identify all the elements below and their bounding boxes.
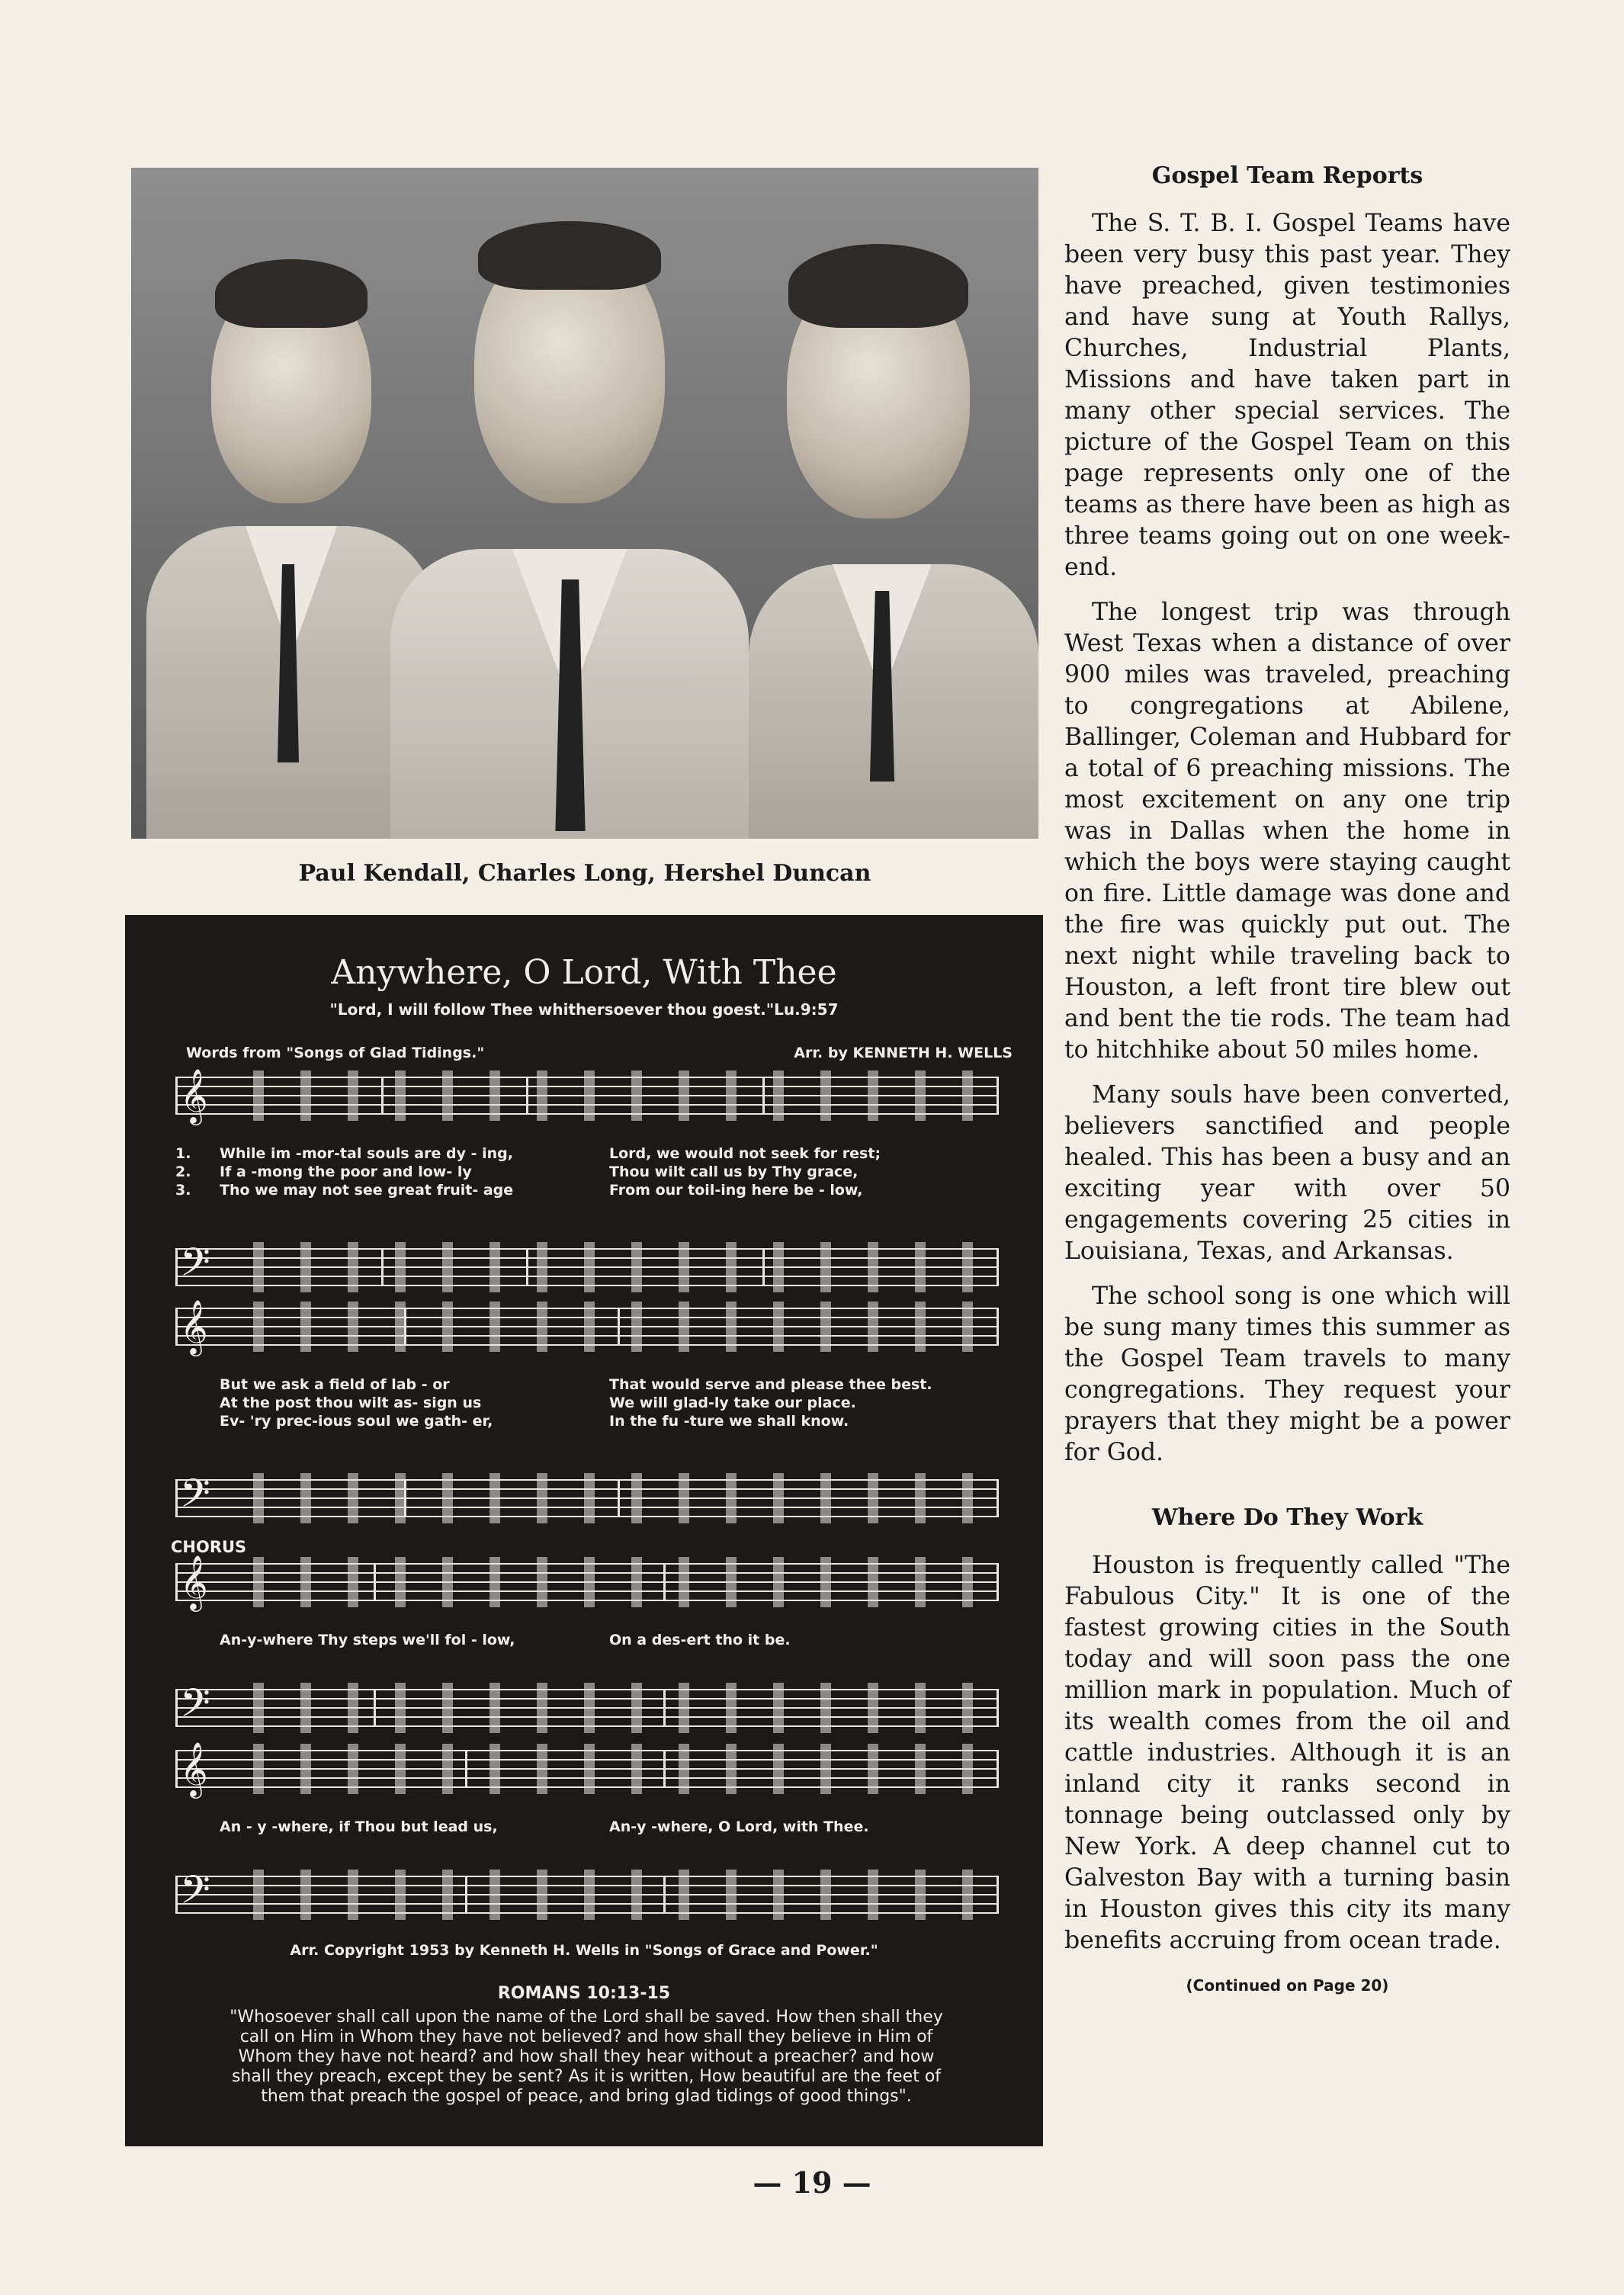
bass-clef-icon: 𝄢 <box>180 1239 210 1295</box>
treble-staff <box>175 1067 999 1123</box>
bass-clef-icon: 𝄢 <box>180 1866 210 1922</box>
lyric-line: At the post thou wilt as- sign us We will glad-ly take our place. <box>220 1395 856 1411</box>
gospel-paragraph: The school song is one which will be sung many times this summer as the Gospel Team travels to many congregations. They request your prayers that they might be a power for God. <box>1064 1282 1510 1466</box>
bass-clef-icon: 𝄢 <box>180 1470 210 1526</box>
song-verse-reference: "Lord, I will follow Thee whithersoever thou goest."Lu.9:57 <box>329 1000 839 1019</box>
song-words-source: Words from "Songs of Glad Tidings." <box>186 1045 485 1061</box>
lyric-line: An-y-where Thy steps we'll fol - low, On a des-ert tho it be. <box>220 1632 791 1648</box>
scripture-text: "Whosoever shall call upon the name of the Lord shall be saved. How then shall they call on Him in Whom they have not believed? and how shall they believe in Him of Whom they have not heard? and how shall they hear without a preacher? and how shall they preach, except they be sent? As it is written, How beautiful are the feet of them that preach the gospel of peace, and bring glad tidings of good things". <box>229 2008 943 2106</box>
right-text-column <box>1064 160 1510 2001</box>
treble-staff <box>175 1741 999 1796</box>
treble-staff <box>175 1554 999 1610</box>
chorus-label: CHORUS <box>171 1538 247 1556</box>
continued-note: (Continued on Page 20) <box>1186 1976 1389 1995</box>
gospel-paragraph: Many souls have been converted, believers sanctified and people healed. This has been a busy and an exciting year with over 50 engagements covering 25 cities in Louisiana, Texas, and Arkansas. <box>1064 1081 1510 1265</box>
page-number: — 19 — <box>753 2165 871 2200</box>
song-arranger: Arr. by KENNETH H. WELLS <box>794 1045 1013 1061</box>
gospel-paragraph: The S. T. B. I. Gospel Teams have been very busy this past year. They have preached, given testimonies and have sung at Youth Rallys, Churches, Industrial Plants, Missions and have taken part in many other special services. The picture of the Gospel Team on this page represents only one of the teams as there have been as high as three teams going out on one week-end. <box>1064 210 1510 581</box>
lyric-line: But we ask a field of lab - or That would serve and please thee best. <box>220 1376 932 1393</box>
song-title: Anywhere, O Lord, With Thee <box>331 953 837 992</box>
treble-staff <box>175 1298 999 1354</box>
photo-caption: Paul Kendall, Charles Long, Hershel Duncan <box>298 860 871 887</box>
work-paragraph: Houston is frequently called "The Fabulous City." It is one of the fastest growing cities in the South today and will soon pass the one million mark in population. Much of its wealth comes from the oil and cattle industries. Although it is an inland city it ranks second in tonnage being outclassed only by New York. A deep channel cut to Galveston Bay with a turning basin in Houston gives this city its many benefits accruing from ocean trade. <box>1064 1552 1510 1954</box>
lyric-line: 1. While im -mor-tal souls are dy - ing, Lord, we would not seek for rest; <box>175 1145 881 1162</box>
treble-clef-icon: 𝄞 <box>180 1298 208 1354</box>
scripture-reference: ROMANS 10:13-15 <box>497 1984 671 2003</box>
where-they-work-heading: Where Do They Work <box>1151 1504 1423 1531</box>
treble-clef-icon: 𝄞 <box>180 1067 208 1123</box>
bass-staff <box>175 1470 999 1526</box>
gospel-paragraph: The longest trip was through West Texas when a distance of over 900 miles was traveled, preaching to congregations at Abilene, Ballinger, Coleman and Hubbard for a total of 6 preaching missions. The most excitement on any one trip was in Dallas when the home in which the boys were staying caught on fire. Little damage was done and the fire was quickly put out. The next night while traveling back to Houston, a left front tire blew out and bent the tie rods. The team had to hitchhike about 50 miles home. <box>1064 599 1510 1064</box>
sheet-music <box>125 915 1043 2146</box>
bass-clef-icon: 𝄢 <box>180 1680 210 1735</box>
song-copyright: Arr. Copyright 1953 by Kenneth H. Wells in "Songs of Grace and Power." <box>290 1942 878 1959</box>
gospel-team-heading: Gospel Team Reports <box>1151 162 1423 189</box>
lyric-line: 2. If a -mong the poor and low- ly Thou wilt call us by Thy grace, <box>175 1164 859 1180</box>
bass-staff <box>175 1866 999 1922</box>
treble-clef-icon: 𝄞 <box>180 1741 208 1796</box>
lyric-line: Ev- 'ry prec-ious soul we gath- er, In the fu -ture we shall know. <box>220 1413 849 1430</box>
bass-staff <box>175 1680 999 1735</box>
treble-clef-icon: 𝄞 <box>180 1554 208 1610</box>
lyric-line: An - y -where, if Thou but lead us, An-y -where, O Lord, with Thee. <box>220 1818 869 1835</box>
lyric-line: 3. Tho we may not see great fruit- age From our toil-ing here be - low, <box>175 1182 863 1199</box>
gospel-team-photo <box>131 168 1038 839</box>
bass-staff <box>175 1239 999 1295</box>
